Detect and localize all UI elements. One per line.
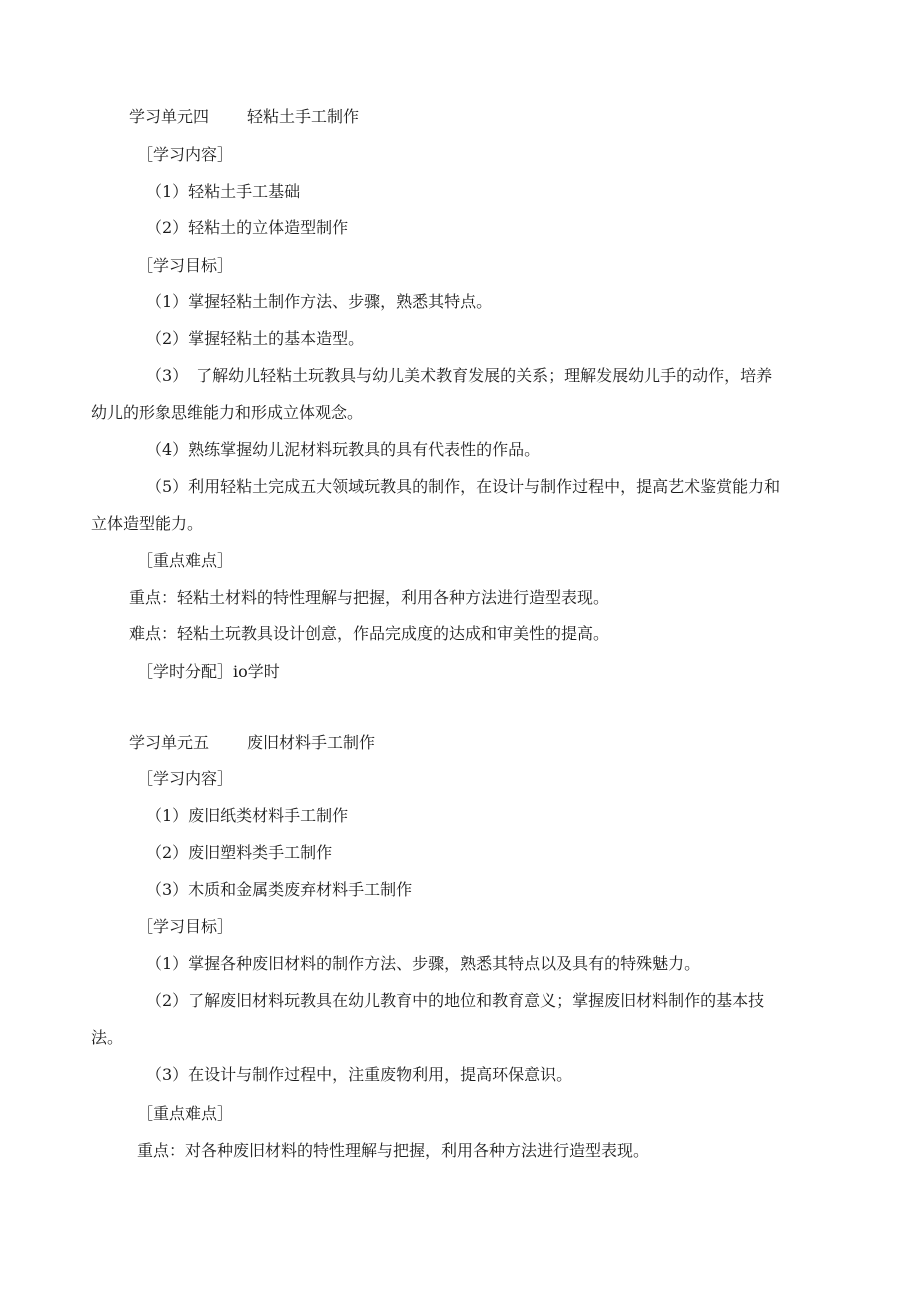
unit5-title xyxy=(129,733,375,753)
unit5-content-item: （1）废旧纸类材料手工制作 xyxy=(146,806,349,825)
unit5-content-item: （2）废旧塑料类手工制作 xyxy=(146,843,333,862)
unit5-title-number: 学习单元五 xyxy=(129,733,210,752)
unit4-goal-2: （2）掌握轻粘土的基本造型。 xyxy=(146,329,365,348)
unit4-title xyxy=(129,107,359,127)
unit5-title-text: 废旧材料手工制作 xyxy=(247,733,376,752)
unit4-difficulty: 难点：轻粘土玩教具设计创意，作品完成度的达成和审美性的提高。 xyxy=(129,624,610,643)
unit5-key-point: 重点：对各种废旧材料的特性理解与把握，利用各种方法进行造型表现。 xyxy=(137,1141,650,1160)
unit4-content-heading: ［学习内容］ xyxy=(137,145,234,164)
unit5-goal-3: （3）在设计与制作过程中，注重废物利用，提高环保意识。 xyxy=(146,1065,573,1084)
unit4-title-text: 轻粘土手工制作 xyxy=(247,107,360,126)
unit5-goal-2-line1: （2）了解废旧材料玩教具在幼儿教育中的地位和教育意义；掌握废旧材料制作的基本技 xyxy=(146,991,765,1010)
unit4-content-item: （1）轻粘土手工基础 xyxy=(146,182,301,201)
unit4-title-number: 学习单元四 xyxy=(129,107,210,126)
unit5-goals-heading: ［学习目标］ xyxy=(137,917,234,936)
unit4-goal-3-line2: 幼儿的形象思维能力和形成立体观念。 xyxy=(91,403,364,422)
unit4-goal-5-line1: （5）利用轻粘土完成五大领域玩教具的制作，在设计与制作过程中，提高艺术鉴赏能力和 xyxy=(146,477,781,496)
unit4-goal-5-line2: 立体造型能力。 xyxy=(91,514,204,533)
unit5-content-heading: ［学习内容］ xyxy=(137,769,234,788)
unit4-content-item: （2）轻粘土的立体造型制作 xyxy=(146,218,349,237)
unit5-goal-2-line2: 法。 xyxy=(91,1028,124,1047)
unit4-hours: ［学时分配］io学时 xyxy=(137,662,280,681)
unit5-content-item: （3）木质和金属类废弃材料手工制作 xyxy=(146,880,413,899)
unit4-goal-4: （4）熟练掌握幼儿泥材料玩教具的具有代表性的作品。 xyxy=(146,440,541,459)
unit4-key-heading: ［重点难点］ xyxy=(137,551,234,570)
unit4-goal-1: （1）掌握轻粘土制作方法、步骤，熟悉其特点。 xyxy=(146,292,493,311)
unit4-key-point: 重点：轻粘土材料的特性理解与把握，利用各种方法进行造型表现。 xyxy=(129,588,610,607)
unit4-goal-3-line1: （3） 了解幼儿轻粘土玩教具与幼儿美术教育发展的关系；理解发展幼儿手的动作，培养 xyxy=(146,366,773,385)
unit5-goal-1: （1）掌握各种废旧材料的制作方法、步骤，熟悉其特点以及具有的特殊魅力。 xyxy=(146,954,701,973)
unit4-goals-heading: ［学习目标］ xyxy=(137,256,234,275)
unit5-key-heading: ［重点难点］ xyxy=(137,1104,234,1123)
